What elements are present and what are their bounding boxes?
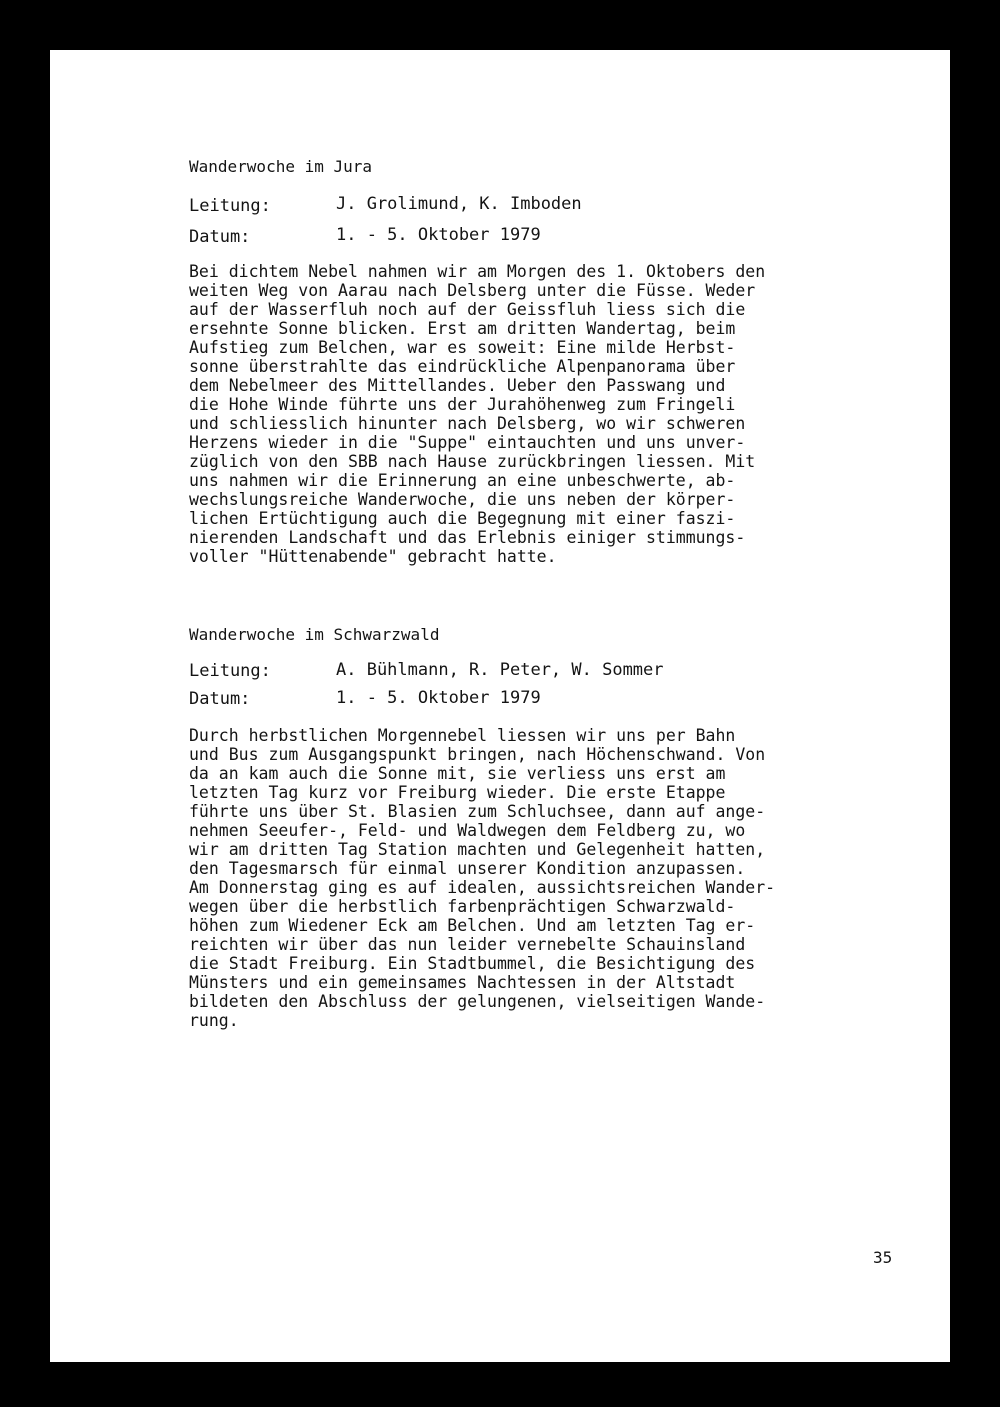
body-line: weiten Weg von Aarau nach Delsberg unter die Füsse. Weder (189, 281, 756, 300)
body-line: die Stadt Freiburg. Ein Stadtbummel, die Besichtigung des (189, 954, 756, 973)
body-line: letzten Tag kurz vor Freiburg wieder. Die erste Etappe (189, 783, 726, 802)
body-line: wir am dritten Tag Station machten und Gelegenheit hatten, (189, 840, 766, 859)
body-line: lichen Ertüchtigung auch die Begegnung mit einer faszi- (189, 509, 736, 528)
body-line: Herzens wieder in die "Suppe" eintauchten und uns unver- (189, 433, 746, 452)
body-line: wegen über die herbstlich farbenprächtigen Schwarzwald- (189, 897, 736, 916)
body-line: führte uns über St. Blasien zum Schluchsee, dann auf ange- (189, 802, 766, 821)
section-title-schwarzwald: Wanderwoche im Schwarzwald (189, 625, 440, 644)
body-line: auf der Wasserfluh noch auf der Geissfluh liess sich die (189, 300, 746, 319)
body-line: nierenden Landschaft und das Erlebnis einiger stimmungs- (189, 528, 746, 547)
body-line: den Tagesmarsch für einmal unserer Kondition anzupassen. (189, 859, 746, 878)
body-line: ersehnte Sonne blicken. Erst am dritten Wandertag, beim (189, 319, 736, 338)
leitung-value-schwarzwald: A. Bühlmann, R. Peter, W. Sommer (336, 660, 664, 680)
body-line: rung. (189, 1011, 239, 1030)
page-number: 35 (873, 1248, 893, 1267)
document-page (50, 50, 950, 1362)
datum-value-jura: 1. - 5. Oktober 1979 (336, 225, 541, 245)
body-line: und schliesslich hinunter nach Delsberg, wo wir schweren (189, 414, 746, 433)
body-line: voller "Hüttenabende" gebracht hatte. (189, 547, 557, 566)
leitung-label-schwarzwald: Leitung: (189, 661, 271, 681)
body-line: sonne überstrahlte das eindrückliche Alpenpanorama über (189, 357, 736, 376)
section-title-jura: Wanderwoche im Jura (189, 157, 373, 176)
body-line: und Bus zum Ausgangspunkt bringen, nach Höchenschwand. Von (189, 745, 766, 764)
body-line: Bei dichtem Nebel nahmen wir am Morgen des 1. Oktobers den (189, 262, 766, 281)
body-line: höhen zum Wiedener Eck am Belchen. Und am letzten Tag er- (189, 916, 756, 935)
body-line: uns nahmen wir die Erinnerung an eine unbeschwerte, ab- (189, 471, 736, 490)
datum-value-schwarzwald: 1. - 5. Oktober 1979 (336, 688, 541, 708)
body-line: Durch herbstlichen Morgennebel liessen wir uns per Bahn (189, 726, 736, 745)
leitung-label-jura: Leitung: (189, 196, 271, 216)
body-line: Am Donnerstag ging es auf idealen, aussichtsreichen Wander- (189, 878, 776, 897)
body-line: dem Nebelmeer des Mittellandes. Ueber den Passwang und (189, 376, 726, 395)
body-line: Aufstieg zum Belchen, war es soweit: Eine milde Herbst- (189, 338, 736, 357)
body-line: züglich von den SBB nach Hause zurückbringen liessen. Mit (189, 452, 756, 471)
body-line: da an kam auch die Sonne mit, sie verliess uns erst am (189, 764, 726, 783)
body-line: Münsters und ein gemeinsames Nachtessen in der Altstadt (189, 973, 736, 992)
body-line: reichten wir über das nun leider vernebelte Schauinsland (189, 935, 746, 954)
body-line: wechslungsreiche Wanderwoche, die uns neben der körper- (189, 490, 736, 509)
datum-label-schwarzwald: Datum: (189, 689, 251, 709)
leitung-value-jura: J. Grolimund, K. Imboden (336, 194, 582, 214)
body-line: die Hohe Winde führte uns der Jurahöhenweg zum Fringeli (189, 395, 736, 414)
body-line: nehmen Seeufer-, Feld- und Waldwegen dem Feldberg zu, wo (189, 821, 746, 840)
datum-label-jura: Datum: (189, 227, 251, 247)
body-line: bildeten den Abschluss der gelungenen, vielseitigen Wande- (189, 992, 766, 1011)
